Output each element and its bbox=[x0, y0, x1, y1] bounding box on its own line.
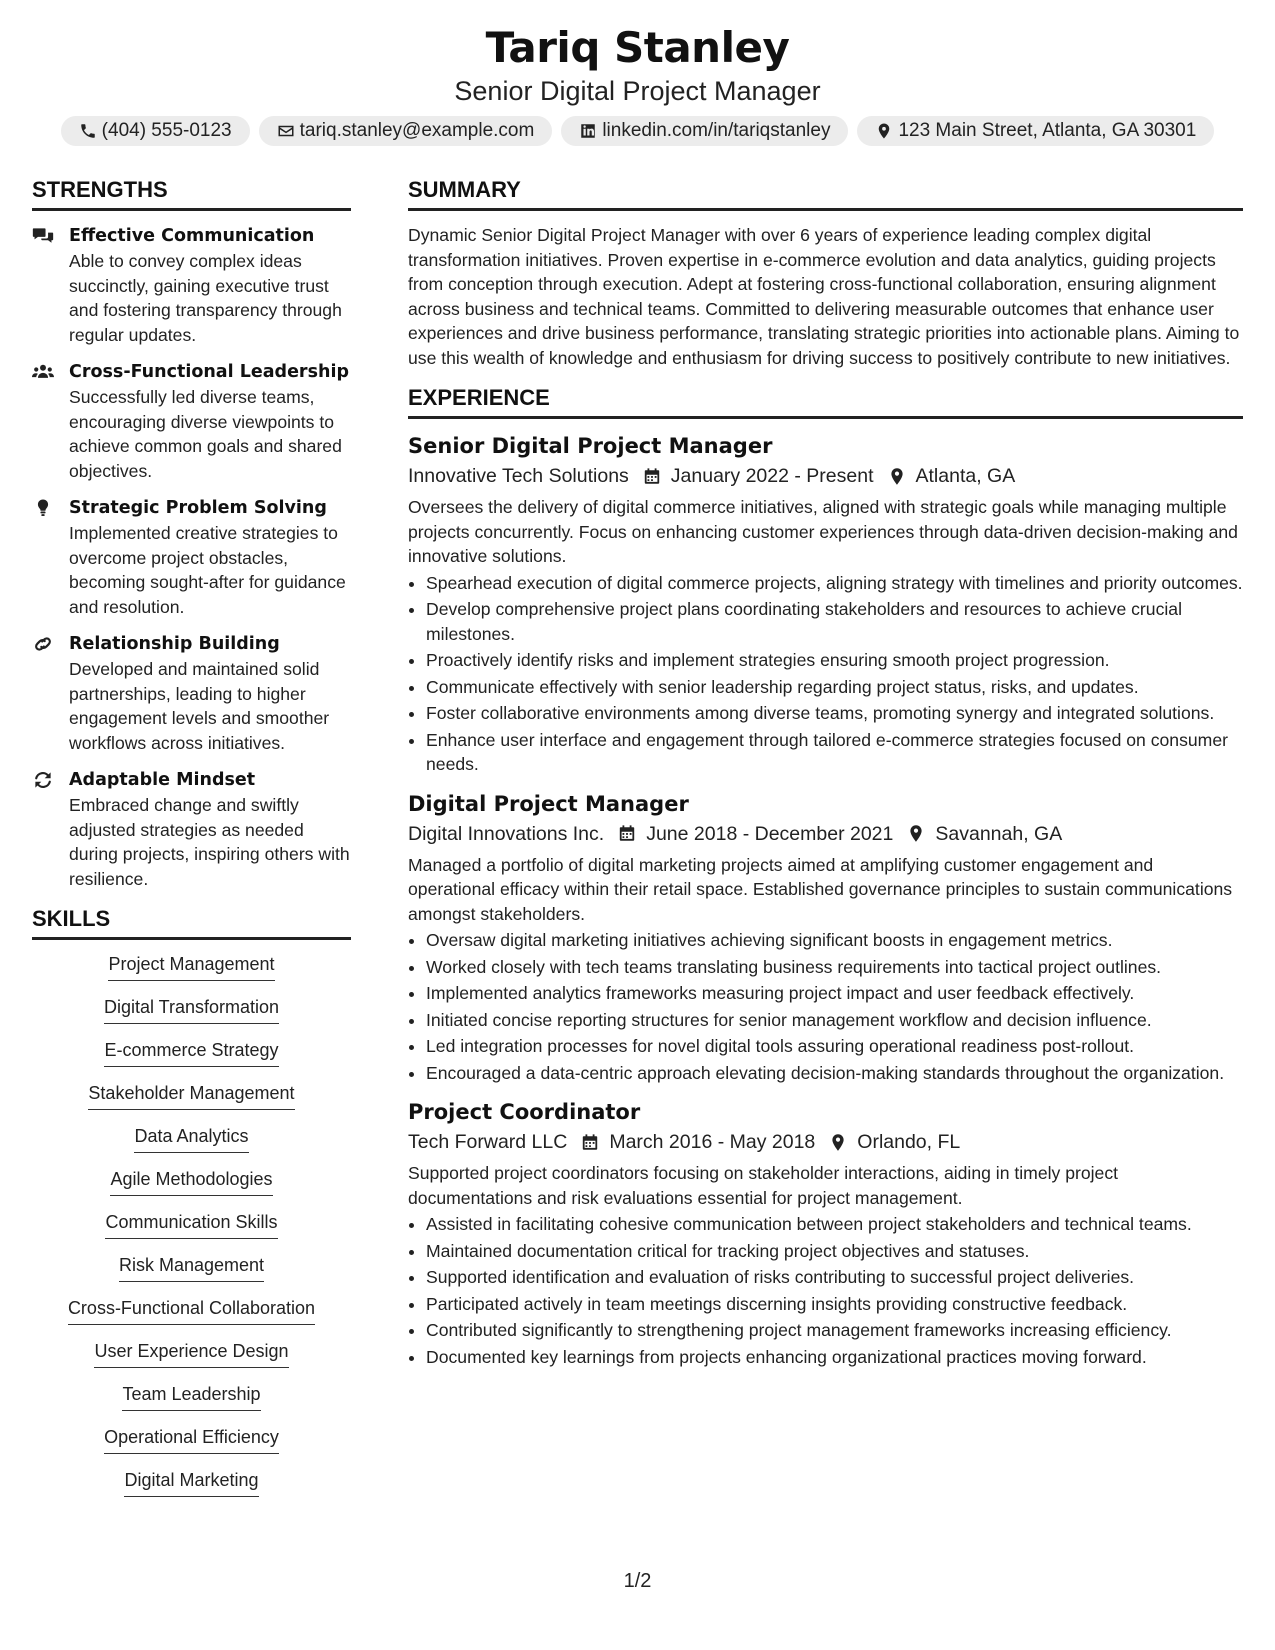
job-title: Senior Digital Project Manager bbox=[408, 434, 773, 458]
strength-title: Effective Communication bbox=[69, 226, 315, 246]
calendar-icon bbox=[629, 467, 671, 486]
job-meta bbox=[408, 1127, 1243, 1157]
job-dates: January 2022 - Present bbox=[670, 465, 874, 487]
list-item: • Participated actively in team meetings discerning insights providing constructive feedback. bbox=[426, 1292, 1243, 1317]
job-entry bbox=[408, 1097, 1243, 1369]
job-location: Orlando, FL bbox=[857, 1131, 961, 1153]
skill-tag: Team Leadership bbox=[122, 1382, 260, 1411]
experience-heading: EXPERIENCE bbox=[408, 384, 1243, 419]
job-title: Project Coordinator bbox=[408, 1100, 641, 1124]
job-title: Digital Project Manager bbox=[408, 791, 689, 816]
contact-email-text: tariq.stanley@example.com bbox=[299, 120, 535, 141]
resume-body bbox=[32, 176, 1243, 1511]
skill-tag: E-commerce Strategy bbox=[104, 1038, 278, 1067]
list-item: • Communicate effectively with senior leadership regarding project status, risks, and updates. bbox=[426, 675, 1243, 700]
list-item: • Initiated concise reporting structures for senior management workflow and decision influence. bbox=[426, 1008, 1243, 1033]
strength-title: Cross-Functional Leadership bbox=[69, 362, 349, 382]
candidate-name: Tariq Stanley bbox=[485, 23, 790, 72]
skill-tag: Agile Methodologies bbox=[110, 1167, 272, 1196]
list-item: • Develop comprehensive project plans coordinating stakeholders and resources to achieve crucial milestones. bbox=[426, 597, 1243, 646]
list-item: • Foster collaborative environments among diverse teams, promoting synergy and integrated solutions. bbox=[426, 701, 1243, 726]
link-icon bbox=[32, 631, 56, 755]
phone-icon bbox=[79, 122, 97, 140]
list-item: • Supported identification and evaluation of risks contributing to successful project deliveries. bbox=[426, 1265, 1243, 1290]
strengths-heading: STRENGTHS bbox=[32, 176, 351, 211]
job-entry bbox=[408, 789, 1243, 1086]
list-item: • Worked closely with tech teams translating business requirements into tactical project outlines. bbox=[426, 955, 1243, 980]
job-bullets bbox=[408, 928, 1243, 1085]
contact-phone-text: (404) 555-0123 bbox=[101, 120, 232, 141]
strength-description: Successfully led diverse teams, encouraging diverse viewpoints to achieve common goals and shared objectives. bbox=[69, 387, 342, 481]
job-entry bbox=[408, 431, 1243, 777]
strength-title: Adaptable Mindset bbox=[69, 770, 256, 790]
job-meta bbox=[408, 461, 1243, 491]
contact-address-text: 123 Main Street, Atlanta, GA 30301 bbox=[898, 120, 1197, 141]
list-item: • Enhance user interface and engagement through tailored e-commerce strategies focused on consumer needs. bbox=[426, 728, 1243, 777]
skill-tag: User Experience Design bbox=[94, 1339, 288, 1368]
skill-tag: Digital Transformation bbox=[104, 995, 279, 1024]
contact-linkedin[interactable] bbox=[561, 116, 848, 146]
skill-tag: Operational Efficiency bbox=[104, 1425, 279, 1454]
list-item: • Encouraged a data-centric approach elevating decision-making standards throughout the organization. bbox=[426, 1061, 1243, 1086]
strength-item bbox=[32, 359, 351, 483]
job-meta bbox=[408, 819, 1243, 849]
strength-item bbox=[32, 223, 351, 347]
skills-heading: SKILLS bbox=[32, 905, 351, 940]
job-location: Savannah, GA bbox=[935, 822, 1063, 845]
skill-tag: Data Analytics bbox=[134, 1124, 248, 1153]
strength-title: Relationship Building bbox=[69, 634, 280, 654]
comments-icon bbox=[32, 223, 56, 347]
sync-icon bbox=[32, 767, 56, 891]
list-item: • Assisted in facilitating cohesive communication between project stakeholders and technical teams. bbox=[426, 1212, 1243, 1237]
users-icon bbox=[32, 359, 56, 483]
page-number: 1/2 bbox=[623, 1570, 652, 1592]
map-pin-icon bbox=[893, 824, 935, 843]
contact-email[interactable] bbox=[259, 116, 553, 146]
list-item: • Spearhead execution of digital commerce projects, aligning strategy with timelines and priority outcomes. bbox=[426, 571, 1243, 596]
job-description: Oversees the delivery of digital commerce initiatives, aligned with strategic goals while managing multiple projects concurrently. Focus on enhancing customer experiences through data-driven decision-making and innovative solutions. bbox=[408, 497, 1238, 566]
calendar-icon bbox=[567, 1133, 609, 1152]
job-description: Managed a portfolio of digital marketing projects aimed at amplifying customer engagement and operational efficacy within their retail space. Established governance principles to sustain communications amongst stakeholders. bbox=[408, 854, 1233, 924]
map-pin-icon bbox=[874, 467, 916, 486]
list-item: • Implemented analytics frameworks measuring project impact and user feedback effectively. bbox=[426, 981, 1243, 1006]
job-location: Atlanta, GA bbox=[915, 465, 1016, 487]
strength-item bbox=[32, 631, 351, 755]
job-dates: March 2016 - May 2018 bbox=[609, 1131, 816, 1153]
contact-bar bbox=[0, 116, 1275, 146]
skill-tag: Communication Skills bbox=[105, 1210, 277, 1239]
list-item: • Contributed significantly to strengthening project management frameworks increasing efficiency. bbox=[426, 1318, 1243, 1343]
skill-tag: Risk Management bbox=[119, 1253, 264, 1282]
strength-item bbox=[32, 767, 351, 891]
skill-tag: Cross-Functional Collaboration bbox=[68, 1296, 315, 1325]
job-company: Digital Innovations Inc. bbox=[408, 822, 605, 845]
summary-heading: SUMMARY bbox=[408, 176, 1243, 211]
strength-title: Strategic Problem Solving bbox=[69, 498, 327, 518]
strength-description: Able to convey complex ideas succinctly, gaining executive trust and fostering transparency through regular updates. bbox=[69, 251, 342, 345]
skill-tag: Stakeholder Management bbox=[88, 1081, 294, 1110]
resume-header bbox=[0, 0, 1275, 146]
strength-description: Developed and maintained solid partnerships, leading to higher engagement levels and smoother workflows across initiatives. bbox=[69, 659, 330, 753]
lightbulb-icon bbox=[32, 495, 56, 619]
contact-phone[interactable] bbox=[61, 116, 250, 146]
skills-list bbox=[32, 952, 351, 1511]
list-item: • Maintained documentation critical for tracking project objectives and statuses. bbox=[426, 1239, 1243, 1264]
linkedin-icon bbox=[579, 122, 597, 140]
list-item: • Proactively identify risks and implement strategies ensuring smooth project progression. bbox=[426, 648, 1243, 673]
map-pin-icon bbox=[815, 1133, 857, 1152]
contact-linkedin-text: linkedin.com/in/tariqstanley bbox=[602, 120, 831, 141]
right-column bbox=[408, 176, 1243, 1511]
strength-description: Implemented creative strategies to overcome project obstacles, becoming sought-after for guidance and resolution. bbox=[69, 523, 346, 617]
job-bullets bbox=[408, 1212, 1243, 1369]
job-description: Supported project coordinators focusing on stakeholder interactions, aiding in timely project documentations and risk evaluations essential for project management. bbox=[408, 1163, 1119, 1208]
map-pin-icon bbox=[875, 122, 893, 140]
job-dates: June 2018 - December 2021 bbox=[646, 822, 894, 845]
left-column bbox=[32, 176, 351, 1511]
list-item: • Oversaw digital marketing initiatives achieving significant boosts in engagement metrics. bbox=[426, 928, 1243, 953]
list-item: • Led integration processes for novel digital tools assuring operational readiness post-rollout. bbox=[426, 1034, 1243, 1059]
skills-section bbox=[32, 905, 351, 1511]
strength-description: Embraced change and swiftly adjusted strategies as needed during projects, inspiring others with resilience. bbox=[69, 795, 350, 889]
job-bullets bbox=[408, 571, 1243, 777]
job-company: Innovative Tech Solutions bbox=[408, 465, 629, 487]
skill-tag: Digital Marketing bbox=[124, 1468, 258, 1497]
strength-item bbox=[32, 495, 351, 619]
job-company: Tech Forward LLC bbox=[408, 1131, 568, 1153]
contact-address[interactable] bbox=[857, 116, 1214, 146]
calendar-icon bbox=[604, 824, 646, 843]
list-item: • Documented key learnings from projects enhancing organizational practices moving forward. bbox=[426, 1345, 1243, 1370]
envelope-icon bbox=[277, 122, 295, 140]
summary-text: Dynamic Senior Digital Project Manager with over 6 years of experience leading complex digital transformation initiatives. Proven expertise in e-commerce evolution and data analytics, guiding projects from conception through execution. Adept at fostering cross-functional collaboration, ensuring alignment across business and technical teams. Committed to delivering measurable outcomes that enhance user experiences and drive business performance, translating strategic priorities into actionable plans. Aiming to use this wealth of knowledge and enthusiasm for driving success to positively contribute to new initiatives. bbox=[408, 225, 1240, 368]
candidate-title: Senior Digital Project Manager bbox=[454, 76, 821, 106]
skill-tag: Project Management bbox=[108, 952, 274, 981]
